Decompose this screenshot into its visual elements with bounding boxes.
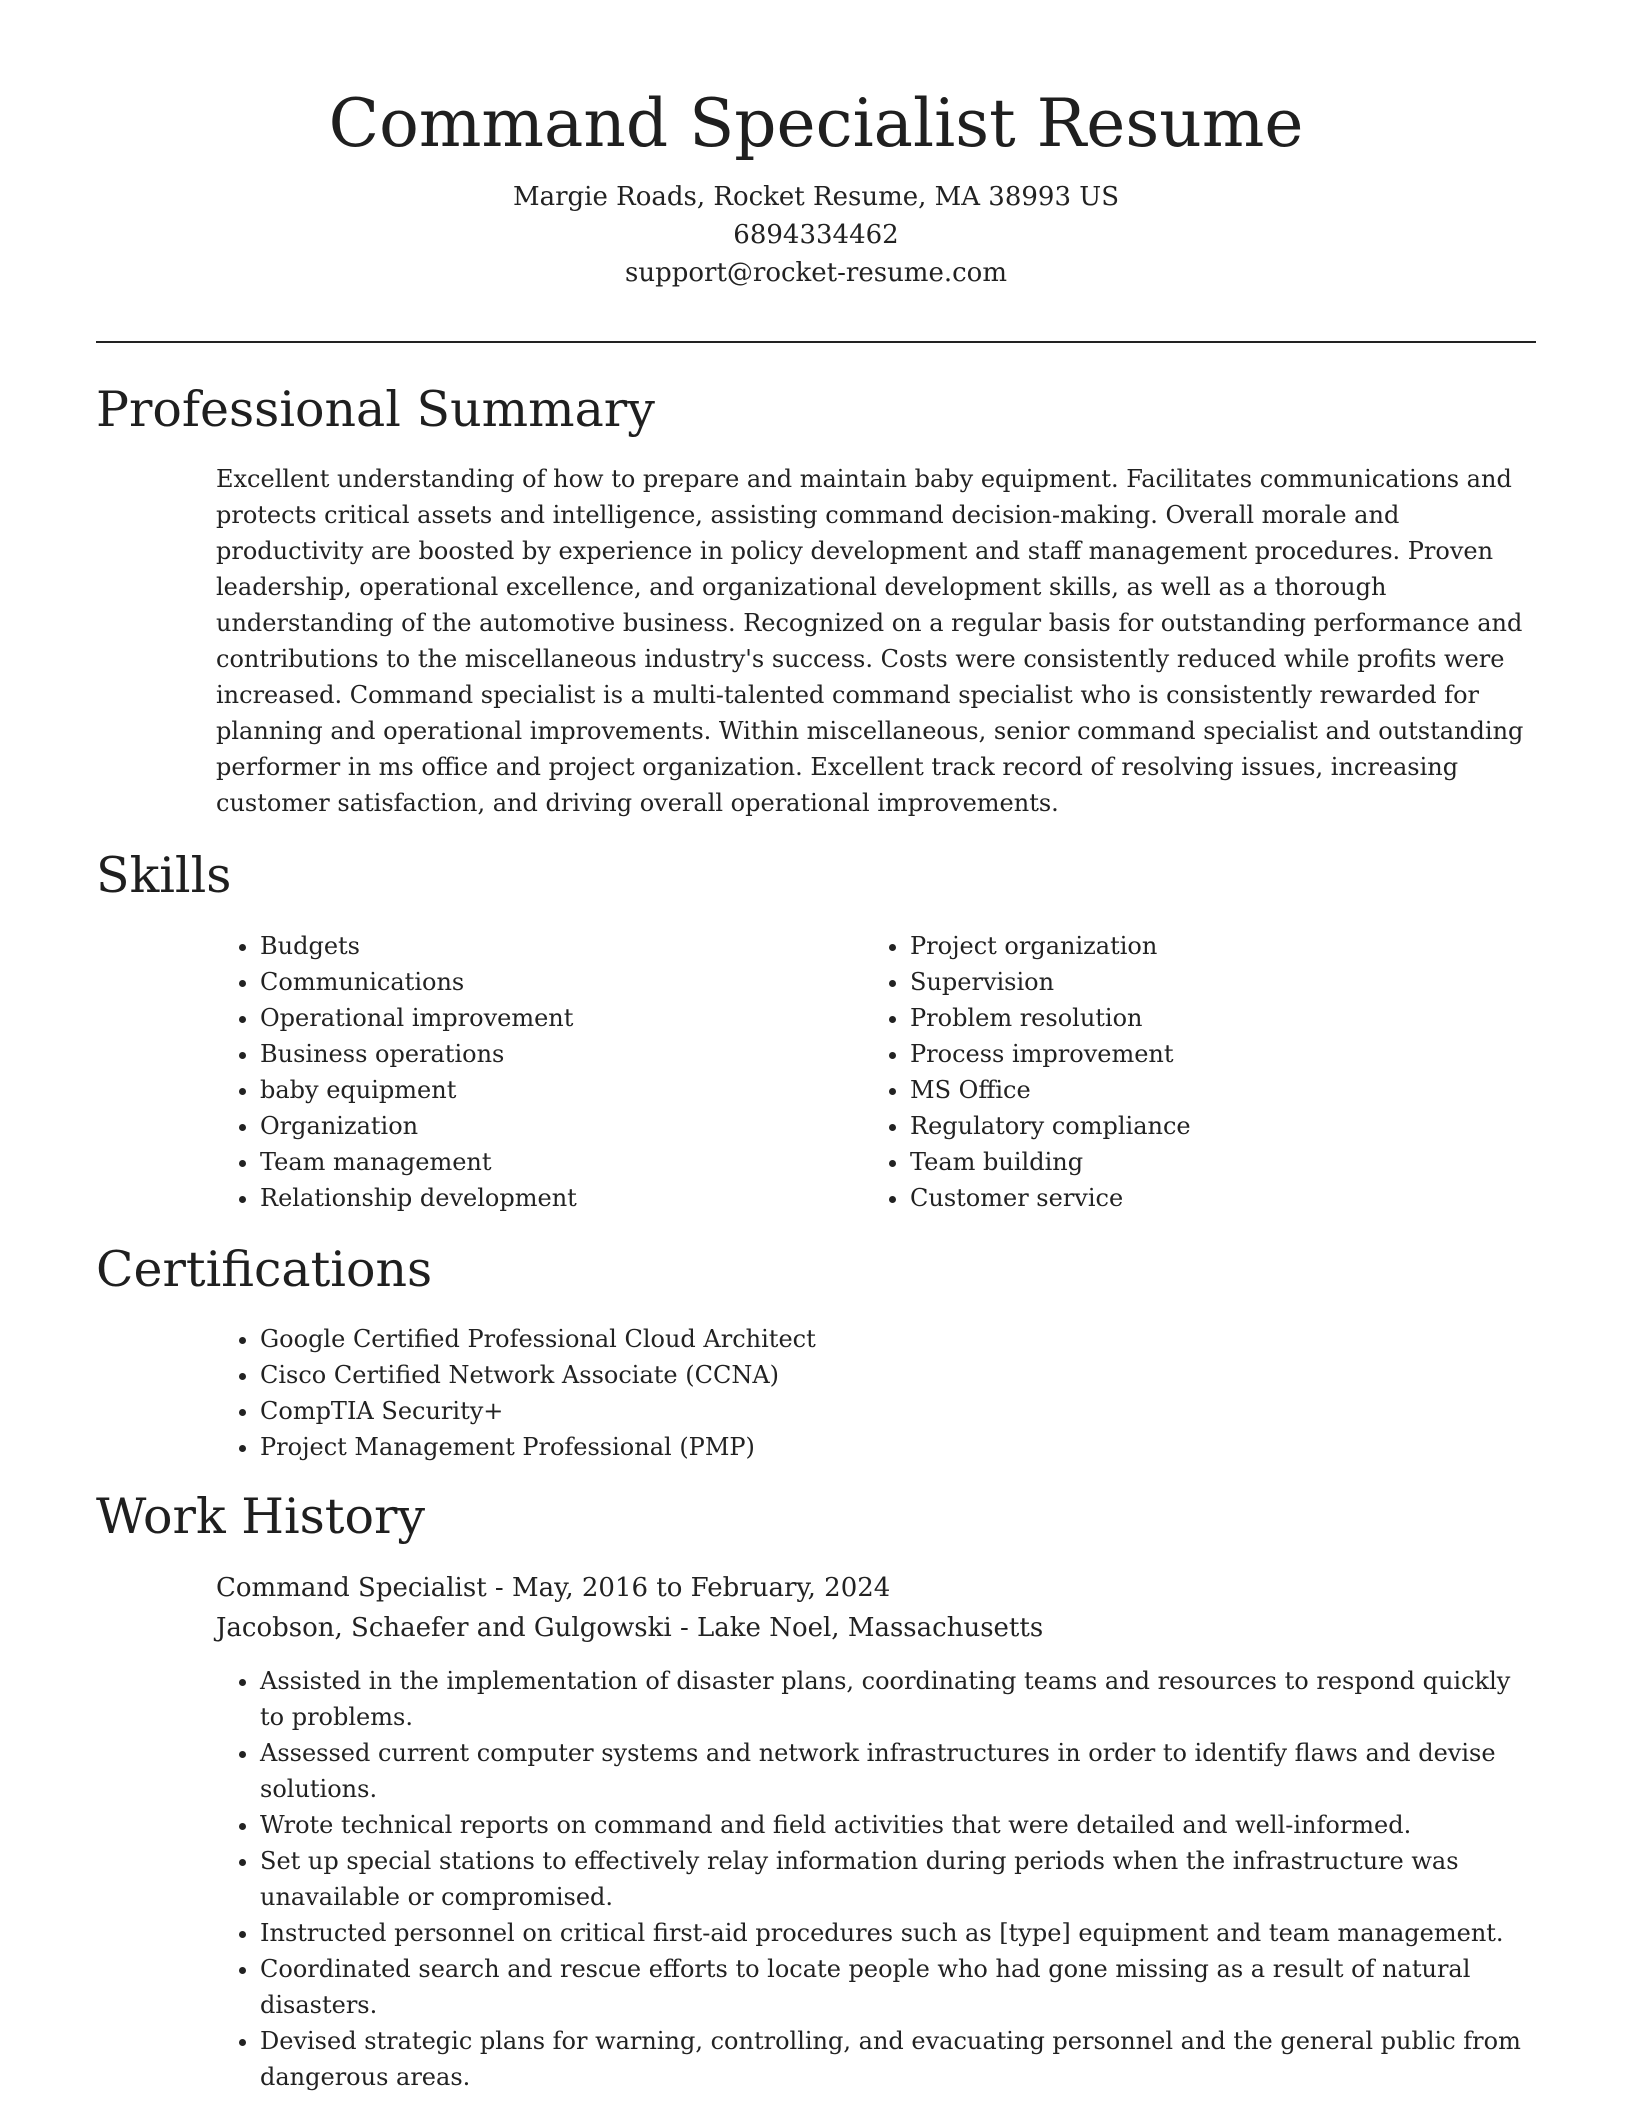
skill-item: • baby equipment [260, 1072, 816, 1108]
certifications-block [216, 1321, 1516, 1465]
duty-item: • Assessed current computer systems and network infrastructures in order to identify flaws and devise solutions. [260, 1735, 1538, 1807]
contact-block [96, 178, 1536, 292]
skill-item: • Supervision [910, 964, 1466, 1000]
skills-column-right [866, 928, 1466, 1216]
job-company: Jacobson, Schaefer and Gulgowski [216, 1613, 672, 1643]
certification-item: • CompTIA Security+ [260, 1393, 1516, 1429]
job-duties-block [216, 1663, 1538, 2095]
certification-item: • Project Management Professional (PMP) [260, 1429, 1516, 1465]
job-location: - Lake Noel, Massachusetts [671, 1613, 1044, 1643]
skill-item: • Regulatory compliance [910, 1108, 1466, 1144]
certifications-list [216, 1321, 1516, 1465]
section-heading-summary: Professional Summary [96, 381, 655, 438]
job-duties-list [216, 1663, 1538, 2095]
resume-title: Command Specialist Resume [328, 85, 1304, 162]
certification-item: • Cisco Certified Network Associate (CCNA) [260, 1357, 1516, 1393]
skills-list-right [866, 928, 1466, 1216]
duty-item: • Wrote technical reports on command and field activities that were detailed and well-informed. [260, 1807, 1538, 1843]
job-dates: - May, 2016 to February, 2024 [486, 1573, 891, 1603]
skill-item: • MS Office [910, 1072, 1466, 1108]
summary-text: Excellent understanding of how to prepare and maintain baby equipment. Facilitates communications and protects critical assets and intelligence, assisting command decision-making. Overall morale and productivity are boosted by experience in policy development and staff management procedures. Proven leadership, operational excellence, and organizational development skills, as well as a thorough understanding of the automotive business. Recognized on a regular basis for outstanding performance and contributions to the miscellaneous industry's success. Costs were consistently reduced while profits were increased. Command specialist is a multi-talented command specialist who is consistently rewarded for planning and operational improvements. Within miscellaneous, senior command specialist and outstanding performer in ms office and project organization. Excellent track record of resolving issues, increasing customer satisfaction, and driving overall operational improvements. [216, 465, 1524, 817]
duty-item: • Devised strategic plans for warning, controlling, and evacuating personnel and the general public from dangerous areas. [260, 2023, 1538, 2095]
job-title: Command Specialist [216, 1573, 487, 1603]
contact-address: Margie Roads, Rocket Resume, MA 38993 US [512, 182, 1120, 212]
duty-item: • Assisted in the implementation of disaster plans, coordinating teams and resources to respond quickly to problems. [260, 1663, 1538, 1735]
resume-header [96, 80, 1536, 292]
duty-item: • Coordinated search and rescue efforts to locate people who had gone missing as a result of natural disasters. [260, 1951, 1538, 2023]
skill-item: • Relationship development [260, 1180, 816, 1216]
skill-item: • Business operations [260, 1036, 816, 1072]
job-company-line [216, 1608, 1043, 1648]
section-heading-work-history: Work History [96, 1488, 426, 1545]
job-title-line [216, 1568, 890, 1608]
skill-item: • Process improvement [910, 1036, 1466, 1072]
skill-item: • Problem resolution [910, 1000, 1466, 1036]
skill-item: • Project organization [910, 928, 1466, 964]
skill-item: • Team management [260, 1144, 816, 1180]
contact-email: support@rocket-resume.com [624, 258, 1007, 288]
certification-item: • Google Certified Professional Cloud Architect [260, 1321, 1516, 1357]
skills-list-left [216, 928, 816, 1216]
section-heading-skills: Skills [96, 847, 232, 904]
duty-item: • Set up special stations to effectively relay information during periods when the infrastructure was unavailable or compromised. [260, 1843, 1538, 1915]
duty-item: • Instructed personnel on critical first-aid procedures such as [type] equipment and team management. [260, 1915, 1538, 1951]
skill-item: • Customer service [910, 1180, 1466, 1216]
contact-phone: 6894334462 [733, 220, 899, 250]
skill-item: • Organization [260, 1108, 816, 1144]
skills-column-left [216, 928, 816, 1216]
skill-item: • Budgets [260, 928, 816, 964]
section-heading-certifications: Certifications [96, 1241, 433, 1298]
skill-item: • Team building [910, 1144, 1466, 1180]
header-divider [96, 341, 1536, 343]
skill-item: • Communications [260, 964, 816, 1000]
skill-item: • Operational improvement [260, 1000, 816, 1036]
